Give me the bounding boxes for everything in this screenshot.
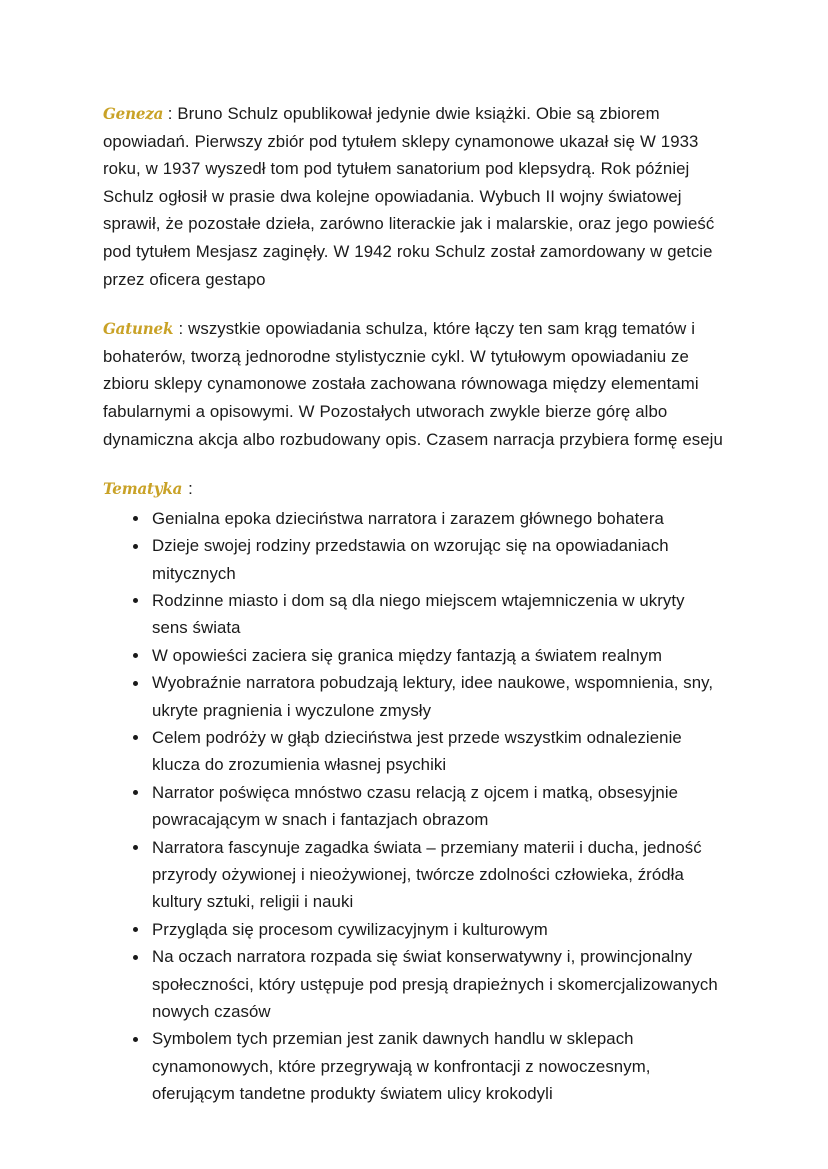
section-body-gatunek: wszystkie opowiadania schulza, które łączy ten sam krąg tematów i bohaterów, tworzą jednorodne stylistycznie cykl. W tytułowym opowiadaniu ze zbioru sklepy cynamonowe została zachowana równowaga między elementami fabularnymi a opisowymi. W Pozostałych utworach zwykle bierze górę albo dynamiczna akcja albo rozbudowany opis. Czasem narracja przybiera formę eseju	[103, 319, 723, 449]
bullet-dot-icon	[133, 681, 138, 686]
section-geneza	[103, 100, 725, 293]
bullet-dot-icon	[133, 735, 138, 740]
list-item	[103, 505, 725, 532]
document-content	[103, 100, 725, 1108]
paragraph-gatunek	[103, 315, 725, 453]
list-item	[103, 587, 725, 642]
list-item-text: Na oczach narratora rozpada się świat konserwatywny i, prowincjonalny społeczności, który ustępuje pod presją drapieżnych i skomercjalizowanych nowych czasów	[152, 947, 718, 1022]
bullet-dot-icon	[133, 1037, 138, 1042]
bullet-dot-icon	[133, 598, 138, 603]
section-body-geneza: Bruno Schulz opublikował jedynie dwie książki. Obie są zbiorem opowiadań. Pierwszy zbiór pod tytułem sklepy cynamonowe ukazał się W 1933 roku, w 1937 wyszedł tom pod tytułem sanatorium pod klepsydrą. Rok później Schulz ogłosił w prasie dwa kolejne opowiadania. Wybuch II wojny światowej sprawił, że pozostałe dzieła, zarówno literackie jak i malarskie, oraz jego powieść pod tytułem Mesjasz zaginęły. W 1942 roku Schulz został zamordowany w getcie przez oficera gestapo	[103, 104, 715, 289]
section-heading-colon-geneza: :	[167, 104, 173, 123]
paragraph-tematyka-heading	[103, 475, 725, 503]
list-item-text: Symbolem tych przemian jest zanik dawnych handlu w sklepach cynamonowych, które przegrywają w konfrontacji z nowoczesnym, oferującym tandetne produkty światem ulicy krokodyli	[152, 1029, 651, 1104]
bullet-dot-icon	[133, 516, 138, 521]
list-item	[103, 669, 725, 724]
section-heading-colon-tematyka: :	[188, 479, 193, 499]
bullet-dot-icon	[133, 790, 138, 795]
bullet-dot-icon	[133, 653, 138, 658]
section-heading-geneza: Geneza	[103, 104, 164, 123]
paragraph-geneza	[103, 100, 725, 293]
list-item	[103, 779, 725, 834]
bullet-dot-icon	[133, 544, 138, 549]
section-gatunek	[103, 315, 725, 453]
section-heading-gatunek: Gatunek	[103, 319, 174, 339]
list-item-text: Narrator poświęca mnóstwo czasu relacją z ojcem i matką, obsesyjnie powracającym w snach i fantazjach obrazom	[152, 782, 679, 830]
bullet-dot-icon	[133, 927, 138, 932]
bullet-dot-icon	[133, 845, 138, 850]
list-item-text: Genialna epoka dzieciństwa narratora i zarazem głównego bohatera	[152, 508, 664, 528]
list-item-text: W opowieści zaciera się granica między fantazją a światem realnym	[152, 645, 663, 665]
list-item	[103, 1025, 725, 1107]
list-item-text: Narratora fascynuje zagadka świata – przemiany materii i ducha, jedność przyrody ożywionej i nieożywionej, twórcze zdolności człowieka, źródła kultury sztuki, religii i nauki	[152, 837, 702, 912]
bullet-dot-icon	[133, 955, 138, 960]
list-item-text: Dzieje swojej rodziny przedstawia on wzorując się na opowiadaniach mitycznych	[152, 536, 669, 583]
section-heading-tematyka: Tematyka	[103, 479, 183, 499]
section-heading-colon-gatunek: :	[178, 319, 184, 339]
section-tematyka	[103, 475, 725, 1108]
list-item	[103, 943, 725, 1025]
list-item	[103, 532, 725, 587]
tematyka-bullet-list	[103, 505, 725, 1108]
list-item	[103, 724, 725, 779]
list-item-text: Rodzinne miasto i dom są dla niego miejscem wtajemniczenia w ukryty sens świata	[152, 590, 685, 638]
list-item-text: Wyobraźnie narratora pobudzają lektury, idee naukowe, wspomnienia, sny, ukryte pragnienia i wyczulone zmysły	[152, 673, 714, 720]
list-item-text: Celem podróży w głąb dzieciństwa jest przede wszystkim odnalezienie klucza do zrozumienia własnej psychiki	[152, 727, 682, 775]
list-item	[103, 642, 725, 669]
list-item	[103, 916, 725, 943]
list-item	[103, 834, 725, 916]
list-item-text: Przygląda się procesom cywilizacyjnym i kulturowym	[152, 919, 548, 939]
